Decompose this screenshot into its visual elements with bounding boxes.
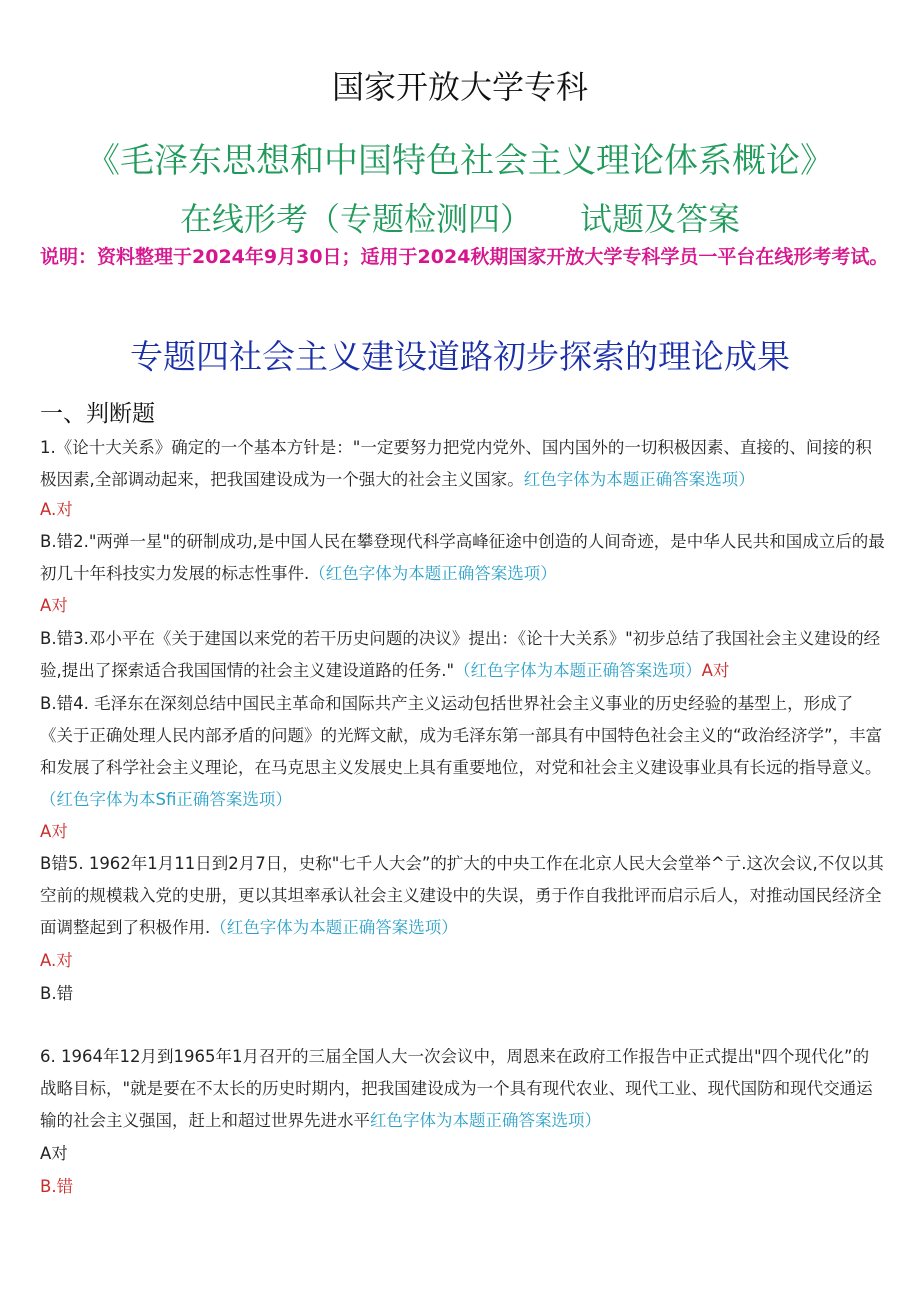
question-text: 3.邓小平在《关于建国以来党的若干历史问题的决议》提出：《论十大关系》"初步总结了我国社会主义建设的经验,提出了探索适合我国国情的社会主义建设道路的任务." bbox=[40, 629, 881, 680]
section-heading: 一、判断题 bbox=[40, 401, 155, 427]
option-a: A对 bbox=[40, 1144, 68, 1163]
question-6 bbox=[40, 1041, 885, 1137]
question-text: 4. 毛泽东在深刻总结中国民主革命和国际共产主义运动包括世界社会主义事业的历史经验的基型上，形成了《关于正确处理人民内部矛盾的问题》的光辉文献，成为毛泽东第一部具有中国特色社会主义的“政治经济学”，丰富和发展了科学社会主义理论，在马克思主义发展史上具有重要地位，对党和社会主义建设事业具有长远的指导意义。 bbox=[40, 694, 883, 777]
question-1 bbox=[40, 432, 885, 496]
answer-hint: 红色字体为本题正确答案选项） bbox=[523, 470, 755, 489]
option-b: B.错 bbox=[40, 984, 74, 1003]
question-text: 1.《论十大关系》确定的一个基本方针是："一定要努力把党内党外、国内国外的一切积极因素、直接的、间接的积极因素,全部调动起来，把我国建设成为一个强大的社会主义国家。 bbox=[40, 438, 872, 489]
option-b: B.错 bbox=[40, 629, 74, 648]
question-5 bbox=[40, 848, 885, 944]
note-text: 说明：资料整理于2024年9月30日；适用于2024秋期国家开放大学专科学员一平台在线形考考试。 bbox=[40, 246, 889, 268]
option-b: B.错 bbox=[40, 694, 74, 713]
exam-title-part1: 在线形考（专题检测四） bbox=[179, 200, 532, 238]
answer-hint: （红色字体为本题正确答案选项） bbox=[210, 918, 458, 937]
option-a: A.对 bbox=[40, 951, 73, 970]
document-title: 国家开放大学专科 bbox=[331, 68, 588, 106]
course-title: 《毛泽东思想和中国特色社会主义理论体系概论》 bbox=[86, 141, 834, 181]
option-a: A.对 bbox=[40, 500, 73, 519]
question-text: 2."两弹一星"的研制成功,是中国人民在攀登现代科学高峰征途中创造的人间奇迹，是中华人民共和国成立后的最初几十年科技实力发展的标志性事件. bbox=[40, 532, 885, 583]
option-a: A对 bbox=[40, 822, 68, 841]
option-b: B.错 bbox=[40, 532, 74, 551]
answer-hint: （红色字体为本题正确答案选项） bbox=[309, 564, 557, 583]
option-b: B.错 bbox=[40, 1177, 74, 1196]
question-2 bbox=[40, 526, 885, 590]
exam-title-part2: 试题及答案 bbox=[580, 200, 741, 238]
exam-title bbox=[0, 194, 920, 240]
answer-hint: （红色字体为本Sfi正确答案选项） bbox=[40, 790, 292, 809]
question-text: 6. 1964年12月到1965年1月召开的三届全国人大一次会议中，周恩来在政府工作报告中正式提出"四个现代化”的战略目标，"就是要在不太长的历史时期内，把我国建设成为一个具有现代农业、现代工业、现代国防和现代交通运输的社会主义强国，赶上和超过世界先进水平 bbox=[40, 1047, 873, 1130]
question-3 bbox=[40, 623, 885, 687]
answer-hint: 红色字体为本题正确答案选项） bbox=[370, 1111, 601, 1130]
option-b: B错 bbox=[40, 854, 68, 873]
question-4 bbox=[40, 688, 885, 816]
answer-hint: （红色字体为本题正确答案选项） bbox=[454, 661, 702, 680]
question-text: 5. 1962年1月11日到2月7日，史称"七千人大会”的扩大的中央工作在北京人民大会堂举^亍.这次会议,不仅以其空前的规模栽入党的史册，更以其坦率承认社会主义建设中的失误，勇于作自我批评而启示后人，对推动国民经济全面调整起到了积极作用. bbox=[40, 854, 884, 937]
option-a: A对 bbox=[701, 661, 730, 680]
topic-title: 专题四社会主义建设道路初步探索的理论成果 bbox=[130, 337, 790, 376]
option-a: A对 bbox=[40, 596, 68, 615]
